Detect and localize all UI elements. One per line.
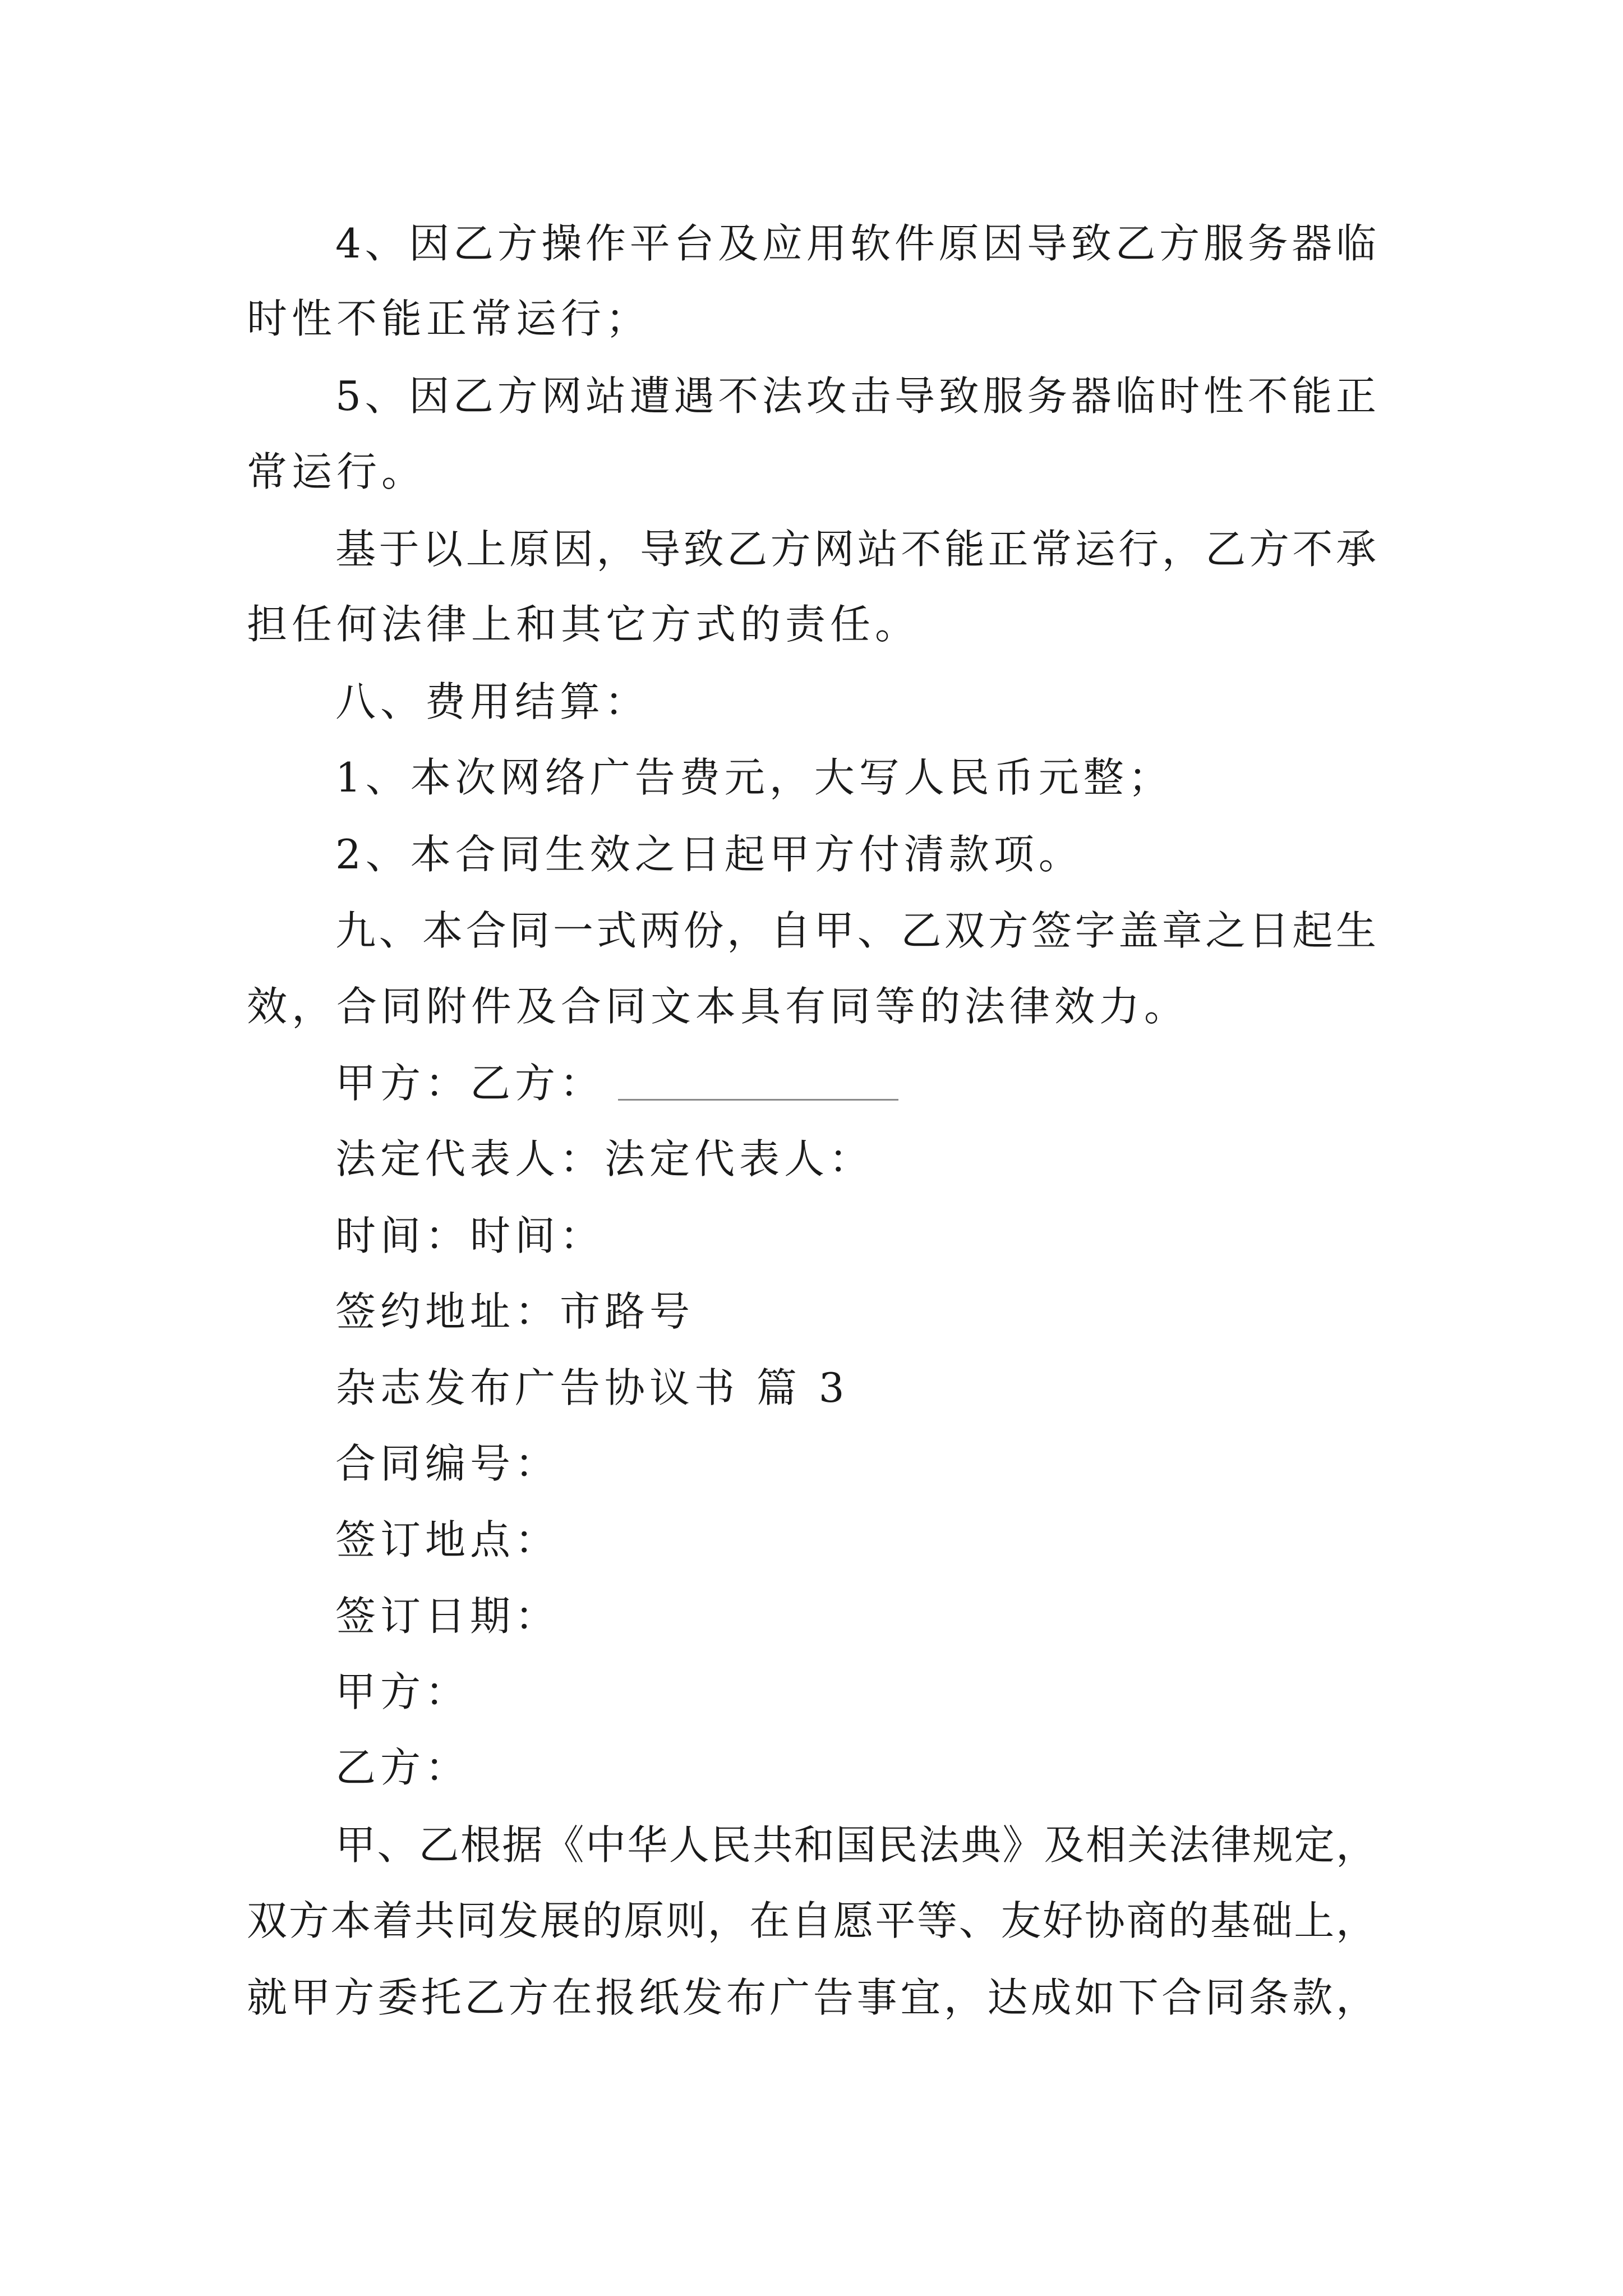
representative-line: 法定代表人：法定代表人： [335, 1135, 874, 1182]
paragraph-line: 4、因乙方操作平台及应用软件原因导致乙方服务器临 [335, 220, 1376, 267]
date-line: 时间：时间： [335, 1212, 605, 1259]
contract-number-label: 合同编号： [335, 1440, 560, 1487]
paragraph-line: 常运行。 [247, 448, 427, 495]
paragraph-line: 5、因乙方网站遭遇不法攻击导致服务器临时性不能正 [335, 372, 1376, 420]
paragraph-line: 1、本次网络广告费元，大写人民币元整； [335, 754, 1173, 801]
signing-place-label: 签订地点： [335, 1516, 560, 1563]
paragraph-line: 甲、乙根据《中华人民共和国民法典》及相关法律规定， [335, 1821, 1376, 1869]
section-title: 杂志发布广告协议书 篇 3 [335, 1364, 849, 1411]
signature-parties-line [335, 1060, 898, 1107]
paragraph-line: 2、本合同生效之日起甲方付清款项。 [335, 831, 1083, 878]
paragraph-line: 就甲方委托乙方在报纸发布广告事宜，达成如下合同条款， [247, 1974, 1376, 2021]
address-line: 签约地址：市路号 [335, 1288, 695, 1335]
paragraph-line: 九、本合同一式两份，自甲、乙双方签字盖章之日起生 [335, 907, 1376, 954]
paragraph-line: 效，合同附件及合同文本具有同等的法律效力。 [247, 983, 1189, 1030]
party-b-label: 乙方： [335, 1744, 471, 1791]
paragraph-line: 双方本着共同发展的原则，在自愿平等、友好协商的基础上， [247, 1897, 1376, 1944]
section-heading: 八、费用结算： [335, 678, 650, 725]
signature-blank [618, 1097, 898, 1101]
signing-date-label: 签订日期： [335, 1593, 560, 1640]
signature-parties-label: 甲方：乙方： [335, 1060, 605, 1107]
paragraph-line: 基于以上原因，导致乙方网站不能正常运行，乙方不承 [335, 526, 1376, 573]
party-a-label: 甲方： [335, 1668, 471, 1715]
paragraph-line: 担任何法律上和其它方式的责任。 [247, 601, 920, 648]
paragraph-line: 时性不能正常运行； [247, 295, 651, 342]
